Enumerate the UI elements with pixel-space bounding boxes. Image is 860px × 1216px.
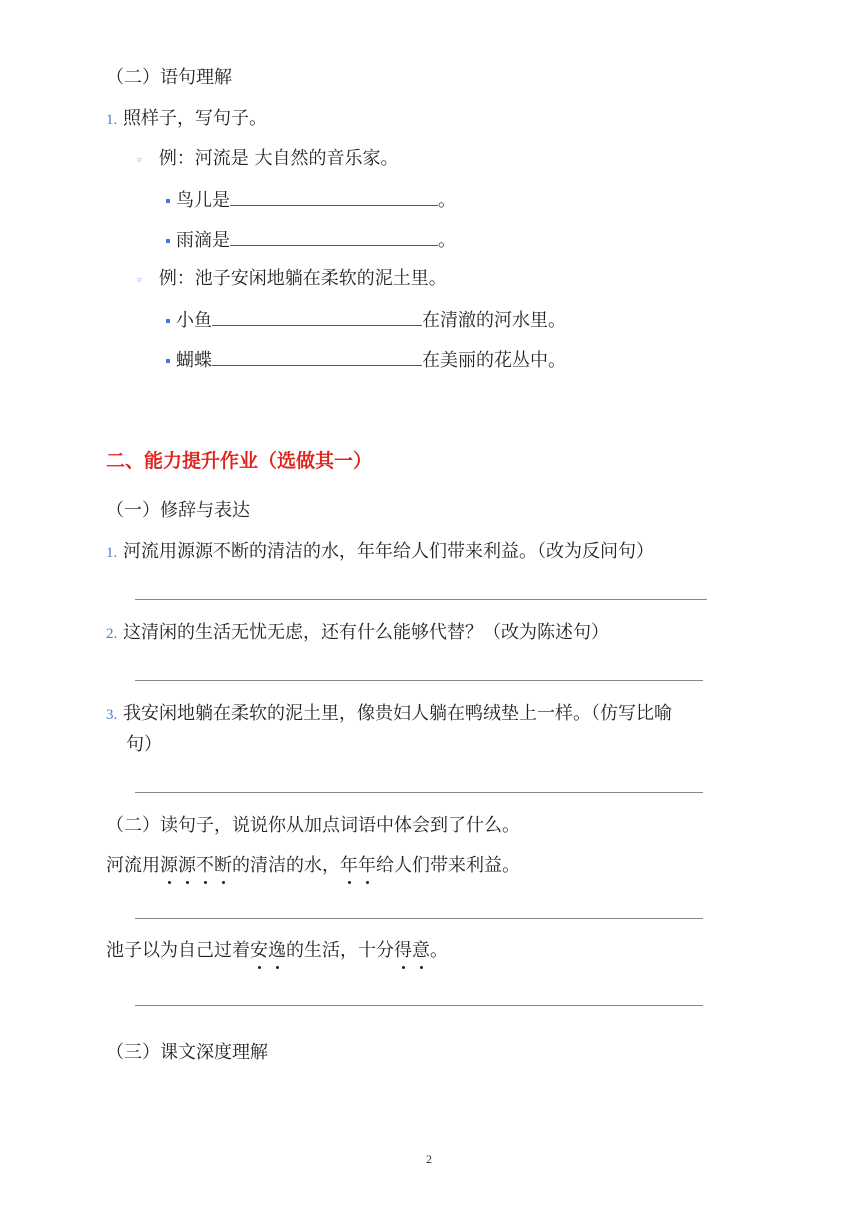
emphasis-dot-char: 得 — [394, 940, 412, 961]
sentence-text: 给人们带来利益。 — [376, 855, 520, 876]
question-text: 河流用源源不断的清洁的水，年年给人们带来利益。（改为反问句） — [122, 541, 654, 562]
square-bullet-icon — [166, 239, 170, 243]
example-text: 例：河流是 大自然的音乐家。 — [158, 148, 399, 169]
answer-blank[interactable] — [212, 347, 422, 366]
emphasis-dot-char: 意 — [412, 940, 430, 961]
emphasis-dot-char: 年 — [358, 855, 376, 876]
emphasis-dot-char: 不 — [196, 855, 214, 876]
sentence-text: 的生活，十分 — [286, 940, 394, 961]
question-text: 这清闲的生活无忧无虑，还有什么能够代替？（改为陈述句） — [122, 622, 609, 643]
section-heading-rhetoric: （一）修辞与表达 — [106, 500, 250, 521]
fill-item-birds — [166, 187, 456, 213]
emphasis-dot-char: 年 — [340, 855, 358, 876]
answer-line[interactable] — [135, 599, 707, 600]
answer-blank[interactable] — [230, 227, 438, 246]
emphasis-dot-char: 源 — [160, 855, 178, 876]
rhetoric-question-1 — [106, 540, 654, 565]
example-2 — [136, 267, 447, 292]
dotted-word — [394, 940, 430, 961]
circle-bullet-icon: ◦ — [136, 273, 144, 287]
emphasis-dot-char: 源 — [178, 855, 196, 876]
fill-suffix: 。 — [438, 190, 456, 211]
answer-line[interactable] — [135, 918, 703, 919]
square-bullet-icon — [166, 199, 170, 203]
answer-line[interactable] — [135, 680, 703, 681]
fill-suffix: 。 — [438, 230, 456, 251]
question-text: 照样子，写句子。 — [122, 108, 267, 129]
answer-blank[interactable] — [212, 307, 422, 326]
part-2-title: 二、能力提升作业（选做其一） — [106, 450, 373, 472]
answer-line[interactable] — [135, 792, 703, 793]
reading-sentence-1 — [106, 854, 520, 878]
reading-sentence-2 — [106, 939, 448, 963]
sentence-text: 池子以为自己过着 — [106, 940, 250, 961]
question-text-continuation: 句） — [126, 734, 162, 755]
square-bullet-icon — [166, 359, 170, 363]
fill-prefix: 蝴蝶 — [176, 350, 212, 371]
emphasis-dot-char: 断 — [214, 855, 232, 876]
example-text: 例：池子安闲地躺在柔软的泥土里。 — [158, 268, 447, 289]
question-1 — [106, 107, 267, 132]
square-bullet-icon — [166, 319, 170, 323]
fill-suffix: 在清澈的河水里。 — [422, 310, 566, 331]
fill-prefix: 鸟儿是 — [176, 190, 230, 211]
dotted-word — [250, 940, 286, 961]
fill-item-raindrops — [166, 227, 456, 253]
section-heading-deep-understanding: （三）课文深度理解 — [106, 1042, 268, 1063]
answer-line[interactable] — [135, 1005, 703, 1006]
fill-item-butterfly — [166, 347, 566, 373]
sentence-text: 河流用 — [106, 855, 160, 876]
page-number: 2 — [426, 1152, 432, 1166]
sentence-text: 。 — [430, 940, 448, 961]
rhetoric-question-3 — [106, 702, 672, 727]
question-number: 1. — [106, 545, 118, 561]
question-number: 2. — [106, 626, 118, 642]
section-heading-reading: （二）读句子，说说你从加点词语中体会到了什么。 — [106, 815, 520, 836]
question-number: 3. — [106, 707, 118, 723]
emphasis-dot-char: 安 — [250, 940, 268, 961]
sentence-text: 的清洁的水， — [232, 855, 340, 876]
fill-prefix: 雨滴是 — [176, 230, 230, 251]
circle-bullet-icon: ◦ — [136, 153, 144, 167]
emphasis-dot-char: 逸 — [268, 940, 286, 961]
dotted-word — [160, 855, 232, 876]
dotted-word — [340, 855, 376, 876]
example-1 — [136, 147, 399, 172]
question-text: 我安闲地躺在柔软的泥土里，像贵妇人躺在鸭绒垫上一样。（仿写比喻 — [122, 703, 672, 724]
question-number: 1. — [106, 112, 118, 128]
rhetoric-question-2 — [106, 621, 609, 646]
fill-prefix: 小鱼 — [176, 310, 212, 331]
section-heading-sentence-understanding: （二）语句理解 — [106, 67, 232, 88]
fill-suffix: 在美丽的花丛中。 — [422, 350, 566, 371]
answer-blank[interactable] — [230, 187, 438, 206]
fill-item-fish — [166, 307, 566, 333]
